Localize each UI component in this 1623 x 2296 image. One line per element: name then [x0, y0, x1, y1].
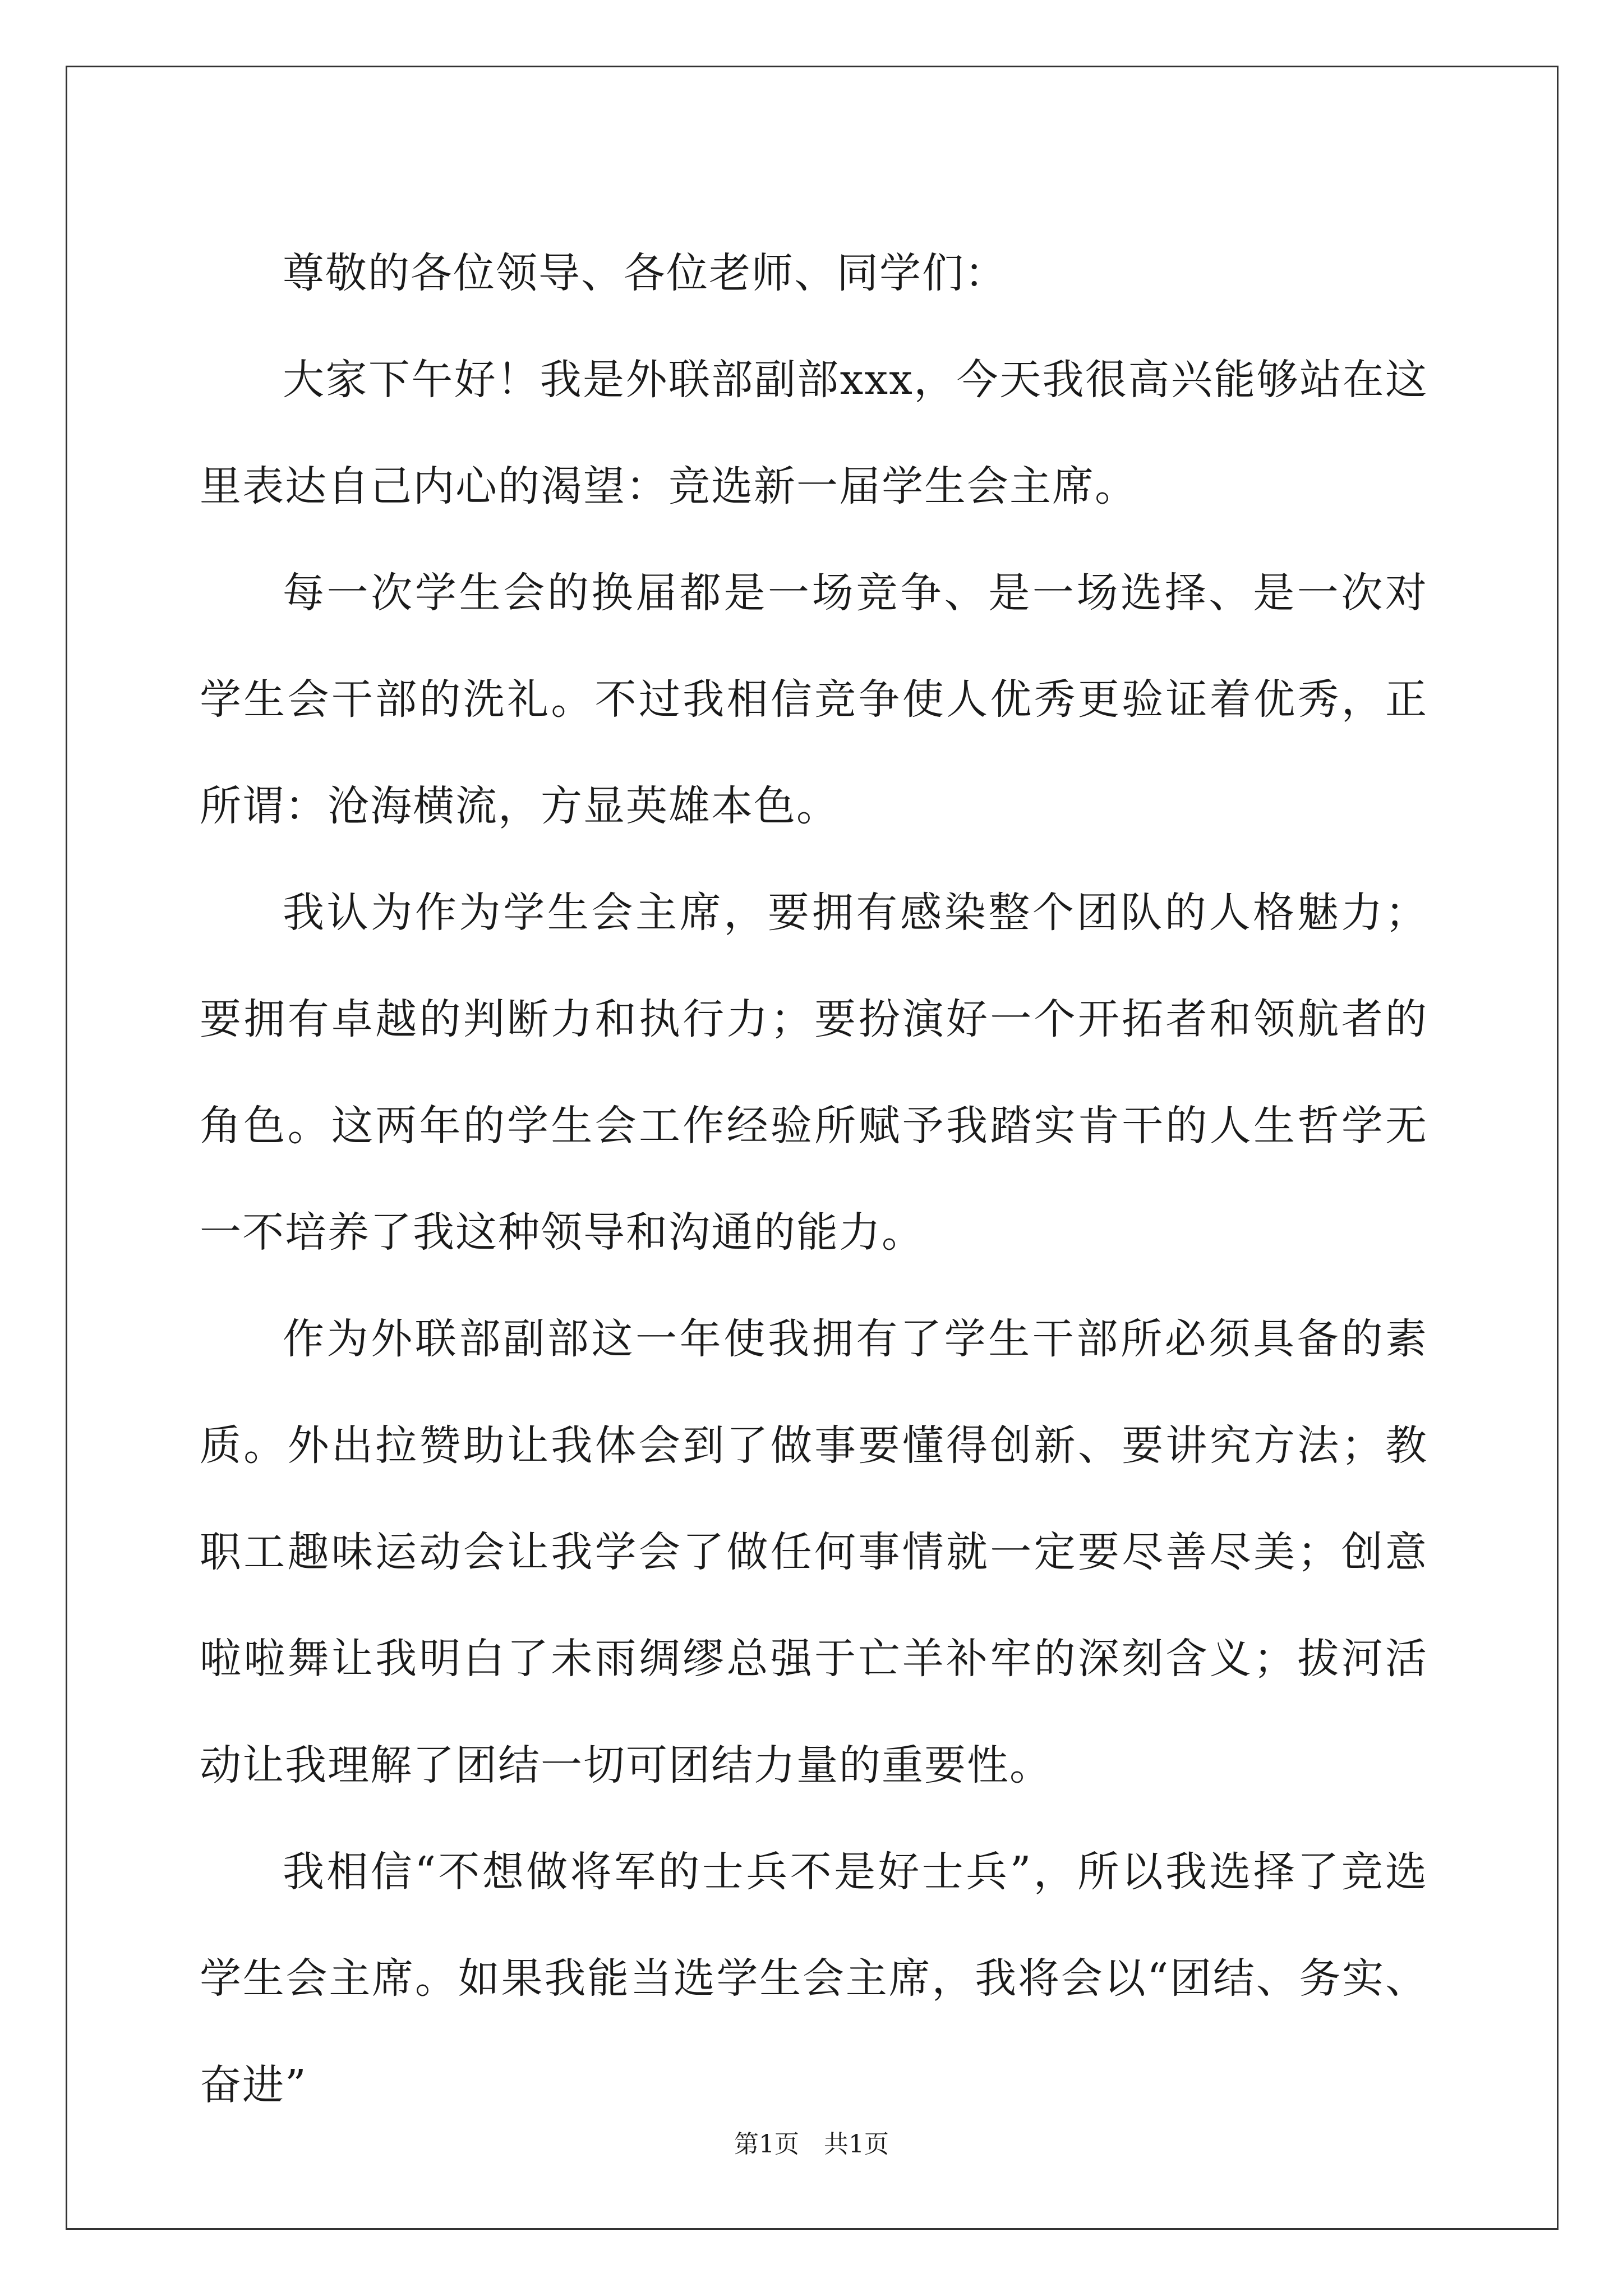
paragraph-5: 我相信“不想做将军的士兵不是好士兵”，所以我选择了竞选学生会主席。如果我能当选学生会主席，我将会以“团结、务实、奋进” — [200, 1848, 1428, 2109]
paragraph-4: 作为外联部副部这一年使我拥有了学生干部所必须具备的素质。外出拉赞助让我体会到了做事要懂得创新、要讲究方法；教职工趣味运动会让我学会了做任何事情就一定要尽善尽美；创意啦啦舞让我明白了未雨绸缪总强于亡羊补牢的深刻含义；拔河活动让我理解了团结一切可团结力量的重要性。 — [200, 1315, 1428, 1789]
document-body — [200, 220, 1428, 2138]
paragraph-1: 大家下午好！我是外联部副部xxx，今天我很高兴能够站在这里表达自己内心的渴望：竞选新一届学生会主席。 — [200, 356, 1428, 510]
paragraph-2: 每一次学生会的换届都是一场竞争、是一场选择、是一次对学生会干部的洗礼。不过我相信竞争使人优秀更验证着优秀，正所谓：沧海横流，方显英雄本色。 — [200, 569, 1428, 830]
page-number-footer: 第1页 共1页 — [734, 2130, 889, 2159]
paragraph-3: 我认为作为学生会主席，要拥有感染整个团队的人格魅力；要拥有卓越的判断力和执行力；要扮演好一个开拓者和领航者的角色。这两年的学生会工作经验所赋予我踏实肯干的人生哲学无一不培养了我这种领导和沟通的能力。 — [200, 889, 1428, 1257]
paragraph-salutation: 尊敬的各位领导、各位老师、同学们： — [283, 249, 1007, 297]
